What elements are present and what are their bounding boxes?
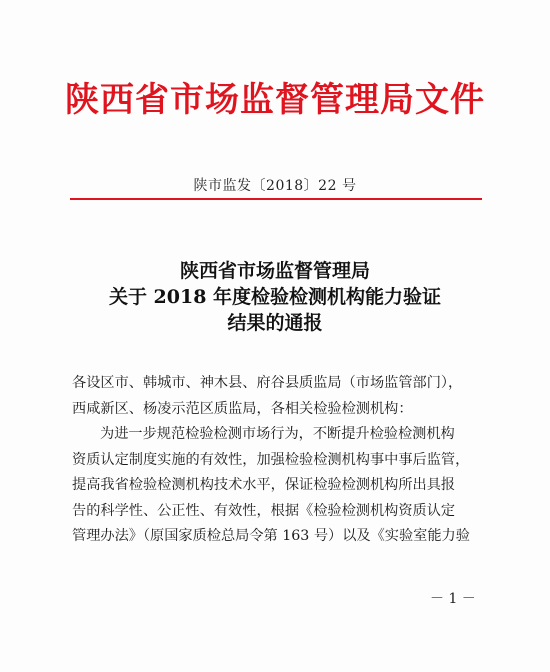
paragraph-line-5: 管理办法》（原国家质检总局令第 163 号）以及《实验室能力验 xyxy=(72,528,470,544)
red-separator-line xyxy=(70,198,482,200)
document-title xyxy=(0,258,550,336)
title-line-3: 结果的通报 xyxy=(227,312,323,334)
paragraph-line-3: 提高我省检验检测机构技术水平，保证检验检测机构所出具报 xyxy=(72,477,456,493)
paragraph-line-2: 资质认定制度实施的有效性，加强检验检测机构事中事后监管， xyxy=(72,451,470,468)
page-number: － 1 － xyxy=(430,591,476,607)
paragraph-line-1: 为进一步规范检验检测市场行为，不断提升检验检测机构 xyxy=(100,426,455,442)
addressee-line-2: 西咸新区、杨凌示范区质监局，各相关检验检测机构： xyxy=(72,400,413,417)
title-line-2: 关于 2018 年度检验检测机构能力验证 xyxy=(108,286,442,308)
addressee-line-1: 各设区市、韩城市、神木县、府谷县质监局（市场监管部门）， xyxy=(72,375,463,391)
title-line-1: 陕西省市场监督管理局 xyxy=(179,260,370,282)
paragraph-line-4: 告的科学性、公正性、有效性，根据《检验检测机构资质认定 xyxy=(72,502,456,519)
document-number: 陕市监发〔2018〕22 号 xyxy=(193,178,357,194)
document-body xyxy=(72,371,492,550)
issuer-masthead: 陕西省市场监督管理局文件 xyxy=(65,80,485,120)
